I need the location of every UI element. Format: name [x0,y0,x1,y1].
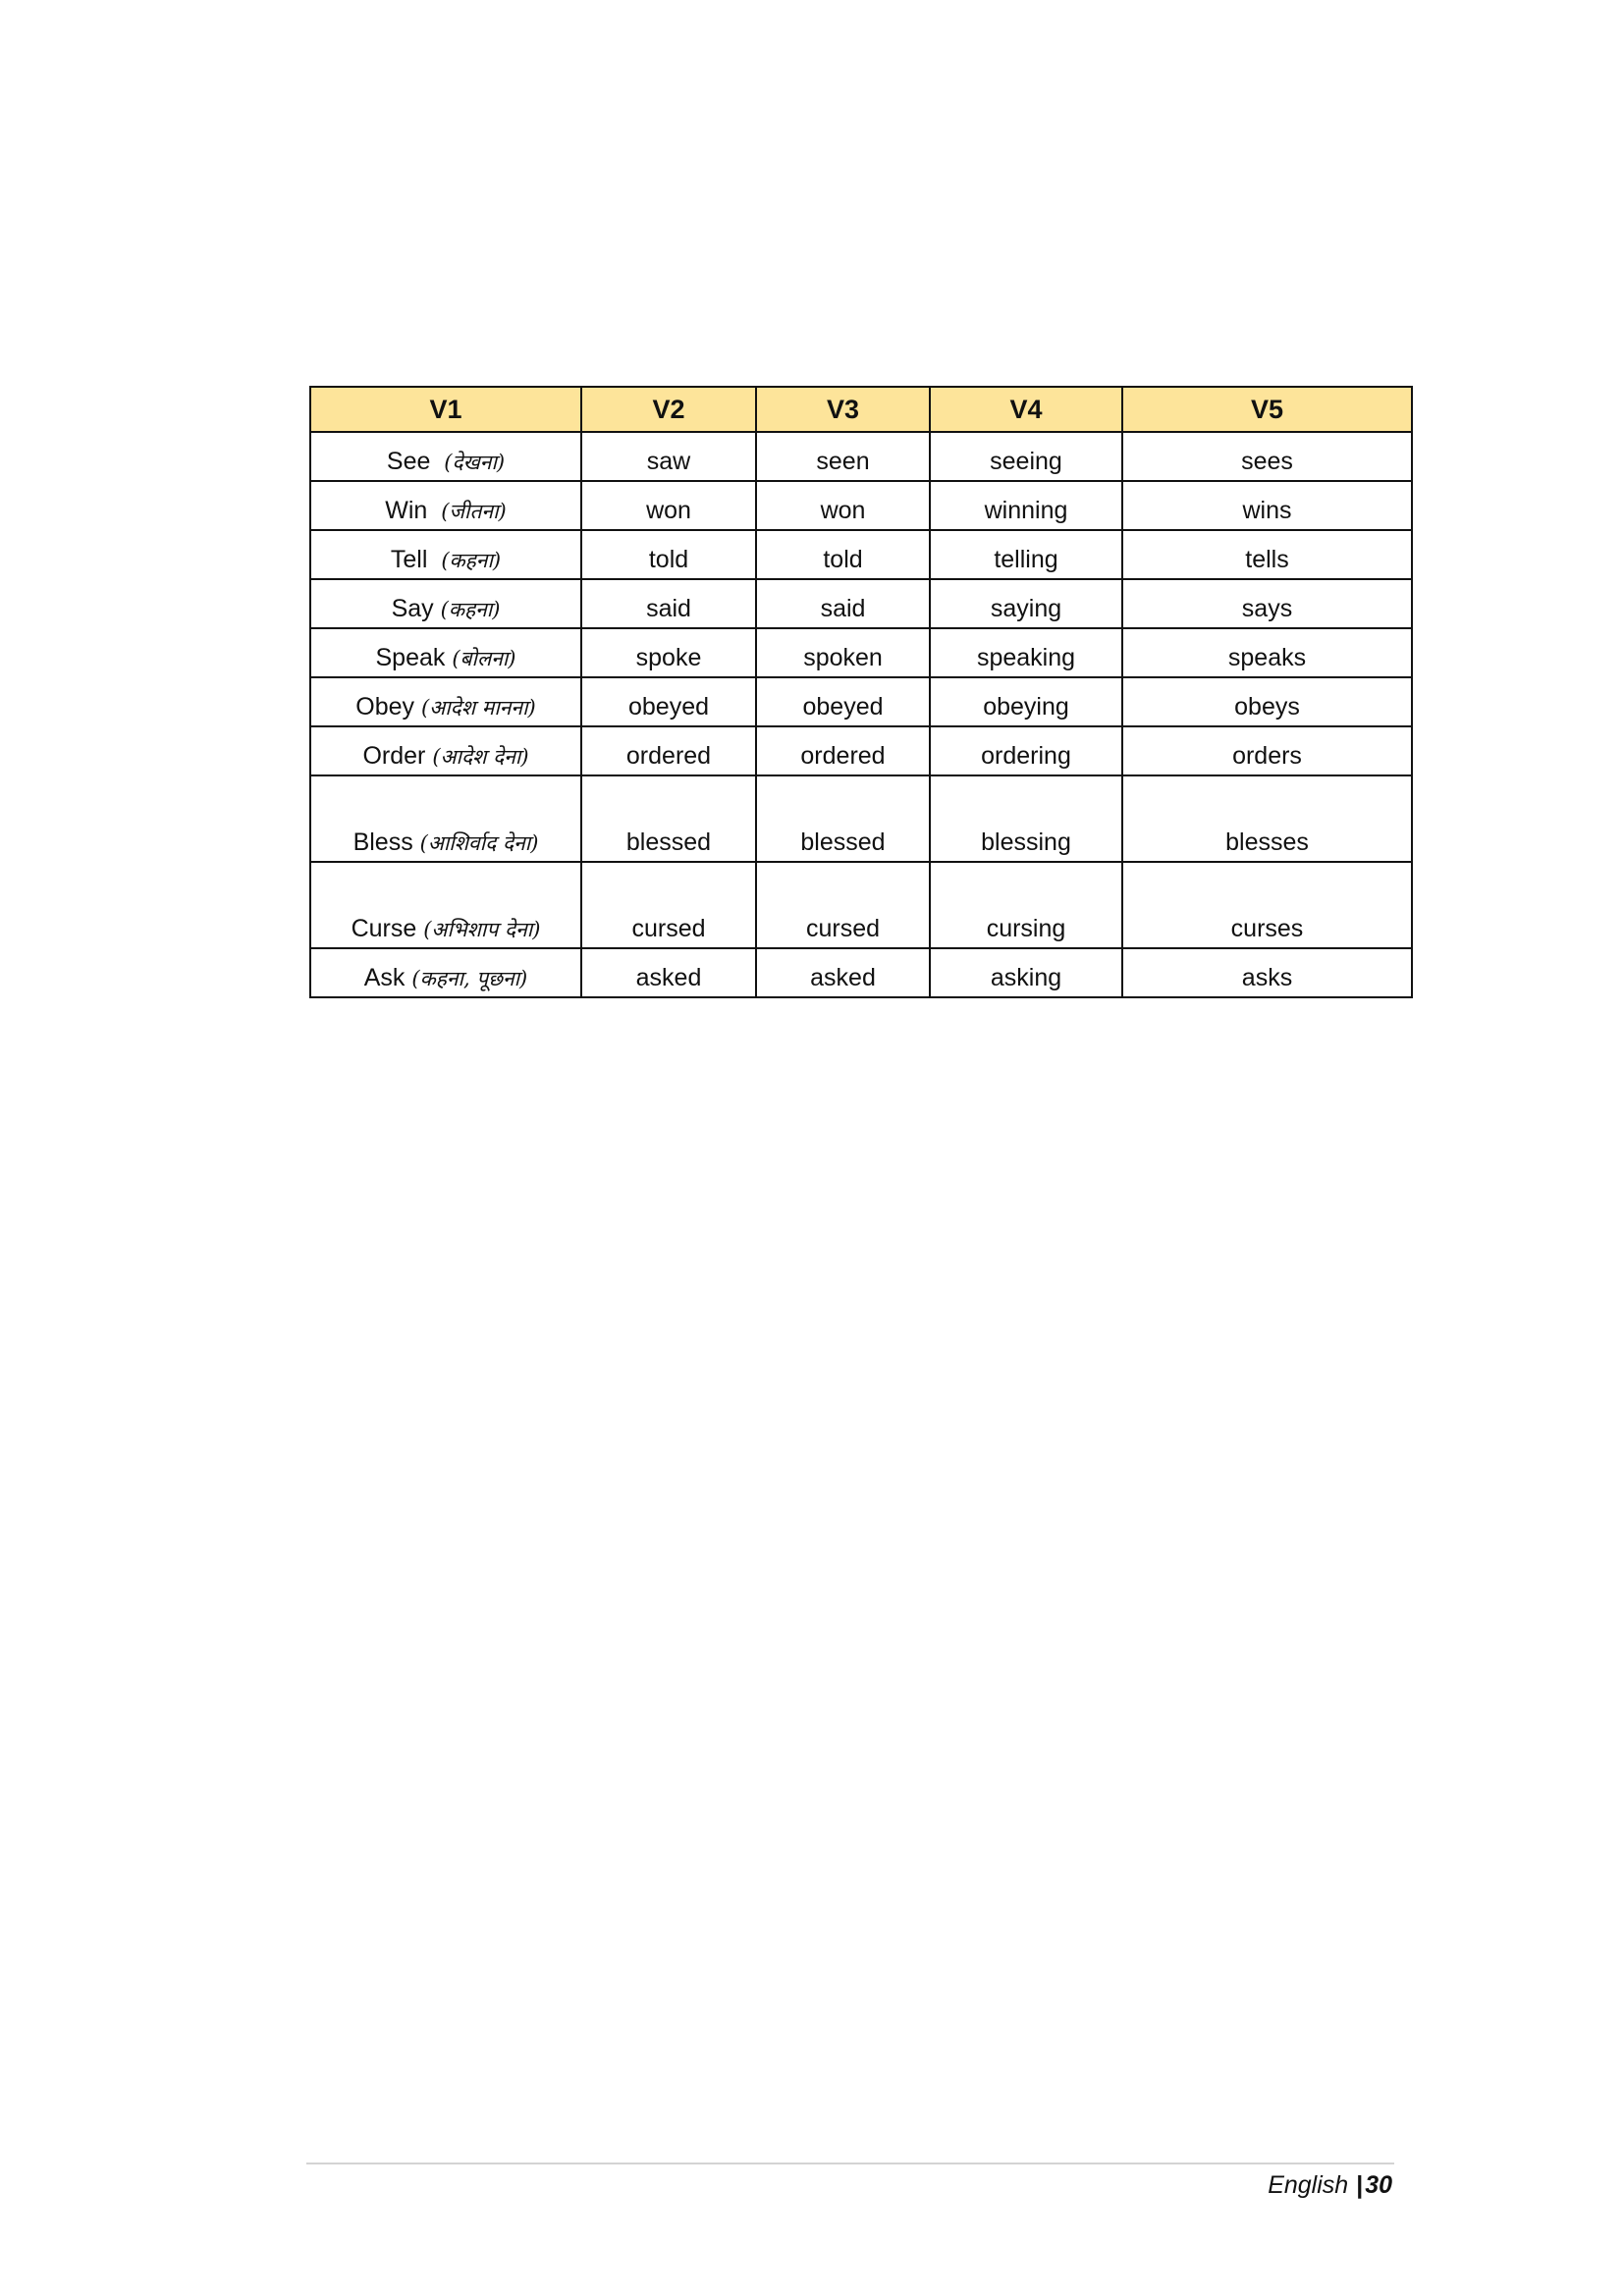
cell-v1 [310,628,581,677]
cell-v1 [310,579,581,628]
verb-base: Say [391,595,434,622]
cell-v2: cursed [581,862,756,948]
table-row [310,677,1412,726]
cell-v4: ordering [930,726,1122,775]
verb-base: Ask [363,964,406,991]
hindi-meaning: (अभिशाप देना) [423,918,541,941]
header-v5: V5 [1122,387,1412,432]
hindi-meaning: (जीतना) [441,500,507,523]
footer-separator: | [1356,2171,1364,2199]
cell-v3: said [756,579,930,628]
cell-v1 [310,677,581,726]
hindi-meaning: (देखना) [444,451,506,474]
verb-base: Order [362,742,426,770]
verb-base: Tell [390,546,428,573]
verb-base: Obey [355,693,415,721]
cell-v2: ordered [581,726,756,775]
verb-forms-table [309,386,1413,998]
cell-v3: asked [756,948,930,997]
cell-v5: asks [1122,948,1412,997]
cell-v2: asked [581,948,756,997]
header-v3: V3 [756,387,930,432]
cell-v1 [310,775,581,862]
table-row [310,530,1412,579]
cell-v3: cursed [756,862,930,948]
cell-v3: told [756,530,930,579]
cell-v2: said [581,579,756,628]
cell-v5: sees [1122,432,1412,481]
cell-v5: curses [1122,862,1412,948]
cell-v4: cursing [930,862,1122,948]
hindi-meaning: (कहना) [440,598,501,621]
cell-v1 [310,530,581,579]
cell-v3: obeyed [756,677,930,726]
table-row [310,862,1412,948]
cell-v1 [310,862,581,948]
table-header-row [310,387,1412,432]
verb-base: Bless [352,828,413,856]
cell-v1 [310,726,581,775]
cell-v4: blessing [930,775,1122,862]
hindi-meaning: (आदेश मानना) [421,696,536,720]
cell-v5: wins [1122,481,1412,530]
verb-base: Curse [351,915,417,942]
hindi-meaning: (बोलना) [452,647,516,670]
cell-v5: speaks [1122,628,1412,677]
header-v4: V4 [930,387,1122,432]
hindi-meaning: (कहना) [441,549,502,572]
cell-v4: telling [930,530,1122,579]
cell-v2: won [581,481,756,530]
header-v1: V1 [310,387,581,432]
cell-v3: ordered [756,726,930,775]
footer-divider [306,2163,1394,2164]
cell-v2: obeyed [581,677,756,726]
verb-base: See [386,448,431,475]
hindi-meaning: (आशिर्वाद देना) [419,831,539,855]
cell-v3: blessed [756,775,930,862]
page-number: 30 [1365,2171,1392,2199]
cell-v5: blesses [1122,775,1412,862]
cell-v2: saw [581,432,756,481]
footer-subject: English [1268,2171,1349,2199]
cell-v4: obeying [930,677,1122,726]
cell-v4: winning [930,481,1122,530]
cell-v4: saying [930,579,1122,628]
cell-v5: obeys [1122,677,1412,726]
cell-v5: orders [1122,726,1412,775]
cell-v2: spoke [581,628,756,677]
hindi-meaning: (आदेश देना) [432,745,529,769]
table-row [310,628,1412,677]
cell-v5: tells [1122,530,1412,579]
cell-v4: speaking [930,628,1122,677]
table-row [310,775,1412,862]
cell-v1 [310,432,581,481]
cell-v3: spoken [756,628,930,677]
cell-v1 [310,948,581,997]
table-row [310,481,1412,530]
cell-v2: blessed [581,775,756,862]
cell-v5: says [1122,579,1412,628]
table-row [310,948,1412,997]
cell-v4: asking [930,948,1122,997]
hindi-meaning: (कहना, पूछना) [411,967,528,990]
header-v2: V2 [581,387,756,432]
cell-v2: told [581,530,756,579]
table-row [310,432,1412,481]
verb-base: Win [385,497,428,524]
verb-base: Speak [375,644,446,671]
cell-v3: seen [756,432,930,481]
table-row [310,579,1412,628]
cell-v4: seeing [930,432,1122,481]
table-row [310,726,1412,775]
cell-v3: won [756,481,930,530]
page-footer [1268,2171,1392,2200]
cell-v1 [310,481,581,530]
